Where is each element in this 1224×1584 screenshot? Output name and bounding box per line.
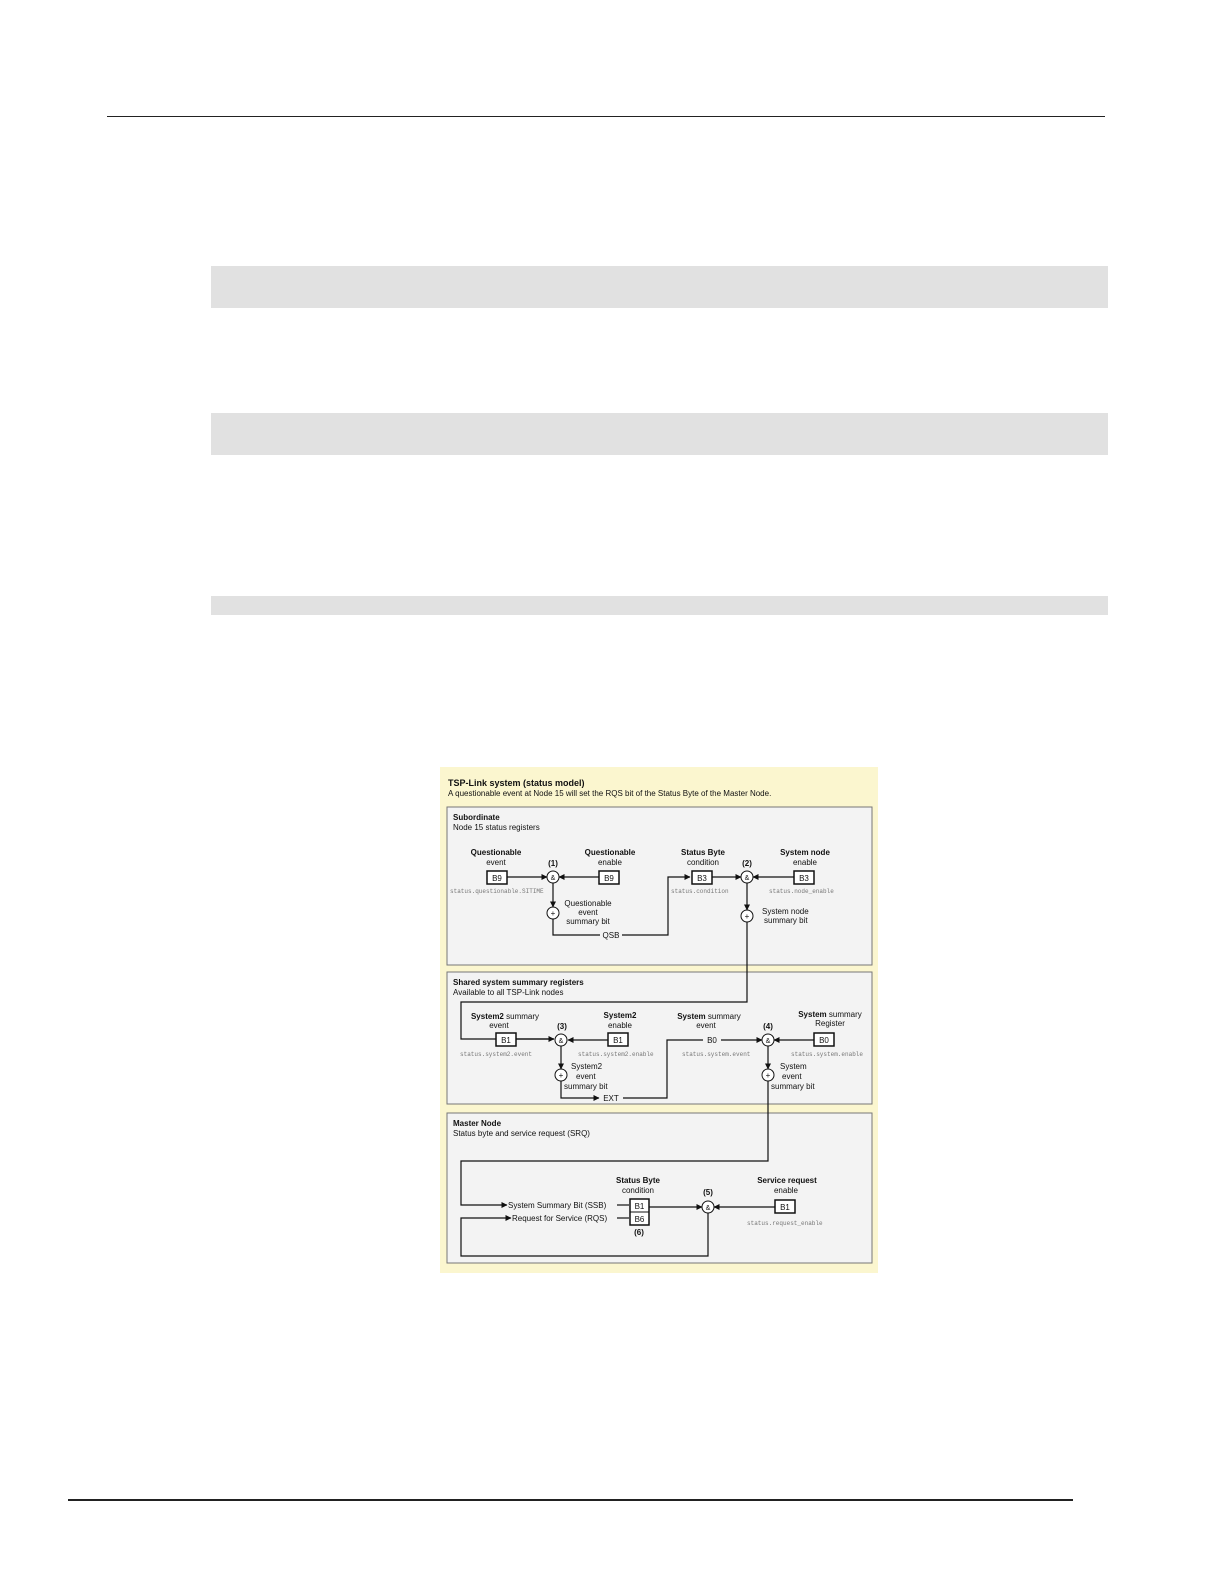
service-request-sublabel: enable xyxy=(773,1186,799,1195)
and-gate-1-symbol: & xyxy=(550,875,556,882)
system-summary-event-attr: status.system.event xyxy=(682,1051,751,1058)
master-bit-b6: B6 xyxy=(634,1215,645,1224)
system-summary-register-sublabel: Register xyxy=(815,1019,845,1028)
or-gate-4-symbol: + xyxy=(765,1071,771,1080)
rqs-label: Request for Service (RQS) xyxy=(512,1214,608,1223)
and-gate-3-symbol: & xyxy=(558,1038,564,1045)
questionable-event-sublabel: event xyxy=(486,858,506,867)
and-gate-4-symbol: & xyxy=(765,1038,771,1045)
system-summary-event-sublabel: event xyxy=(696,1021,716,1030)
system2-enable-label: System2 xyxy=(603,1011,637,1020)
code-block xyxy=(211,413,1108,455)
system2-enable-attr: status.system2.enable xyxy=(578,1051,654,1058)
master-status-byte-label: Status Byte xyxy=(615,1176,661,1185)
service-request-attr: status.request_enable xyxy=(747,1220,823,1227)
step-4-label: (4) xyxy=(763,1022,773,1031)
service-request-label: Service request xyxy=(757,1176,817,1185)
shared-title: Shared system summary registers xyxy=(453,978,584,987)
status-byte-bit: B3 xyxy=(697,874,707,883)
figure-subtitle: A questionable event at Node 15 will set the RQS bit of the Status Byte of the Master Node. xyxy=(448,789,772,798)
questionable-event-bit: B9 xyxy=(492,874,502,883)
ssb-label: System Summary Bit (SSB) xyxy=(508,1201,607,1210)
and-gate-2-symbol: & xyxy=(744,875,750,882)
questionable-summary-label-2: event xyxy=(578,908,598,917)
questionable-summary-label-1: Questionable xyxy=(564,899,612,908)
system2-enable-sublabel: enable xyxy=(607,1021,633,1030)
system-node-sublabel: enable xyxy=(792,858,818,867)
questionable-enable-bit: B9 xyxy=(604,874,614,883)
shared-subtitle: Available to all TSP-Link nodes xyxy=(453,988,564,997)
master-bit-b1: B1 xyxy=(634,1202,645,1211)
system2-summary-event-sublabel: event xyxy=(489,1021,509,1030)
system-summary-register-label xyxy=(798,1010,862,1019)
system-event-summary-label-2: event xyxy=(782,1072,802,1081)
master-status-byte-sublabel: condition xyxy=(621,1186,655,1195)
subordinate-title: Subordinate xyxy=(453,813,500,822)
status-byte-attr: status.condition xyxy=(671,888,729,895)
system2-enable-bit: B1 xyxy=(613,1036,623,1045)
system-node-summary-label-2: summary bit xyxy=(764,916,808,925)
qsb-label: QSB xyxy=(602,931,620,940)
system-event-summary-label-1: System xyxy=(780,1062,807,1071)
system-summary-register-label-rest: summary xyxy=(826,1010,862,1019)
questionable-event-attr: status.questionable.SITIME xyxy=(450,888,544,895)
or-gate-3-symbol: + xyxy=(558,1071,564,1080)
step-5-label: (5) xyxy=(703,1188,713,1197)
step-1-label: (1) xyxy=(548,859,558,868)
system-node-attr: status.node_enable xyxy=(769,888,834,895)
service-request-bit: B1 xyxy=(780,1203,790,1212)
system-summary-event-label-bold: System xyxy=(677,1012,706,1021)
step-2-label: (2) xyxy=(742,859,752,868)
system2-summary-label-1: System2 xyxy=(571,1062,603,1071)
step-3-label: (3) xyxy=(557,1022,567,1031)
and-gate-5-symbol: & xyxy=(705,1205,711,1212)
figure-title: TSP-Link system (status model) xyxy=(448,778,585,788)
tsp-link-status-model-diagram xyxy=(440,767,878,1273)
questionable-enable-sublabel: enable xyxy=(597,858,623,867)
or-gate-1-symbol: + xyxy=(550,909,556,918)
system2-summary-event-label-bold: System2 xyxy=(470,1012,504,1021)
step-6-label: (6) xyxy=(634,1228,644,1237)
system-node-label: System node xyxy=(780,848,830,857)
ext-label: EXT xyxy=(603,1094,619,1103)
code-block xyxy=(211,596,1108,615)
header-rule xyxy=(107,116,1105,117)
status-byte-label: Status Byte xyxy=(680,848,726,857)
subordinate-subtitle: Node 15 status registers xyxy=(453,823,540,832)
code-block xyxy=(211,266,1108,308)
system2-summary-event-bit: B1 xyxy=(501,1036,511,1045)
questionable-event-label: Questionable xyxy=(470,848,522,857)
system-node-summary-label-1: System node xyxy=(762,907,809,916)
system-node-bit: B3 xyxy=(799,874,809,883)
status-byte-sublabel: condition xyxy=(686,858,720,867)
footer-rule xyxy=(68,1499,1073,1501)
system2-summary-event-label-rest: summary xyxy=(503,1012,540,1021)
system2-summary-event-attr: status.system2.event xyxy=(460,1051,533,1058)
system-event-summary-label-3: summary bit xyxy=(771,1082,815,1091)
system-summary-event-label-rest: summary xyxy=(705,1012,741,1021)
questionable-summary-label-3: summary bit xyxy=(566,917,610,926)
system-summary-register-bit: B0 xyxy=(819,1036,829,1045)
system-summary-event-bit: B0 xyxy=(707,1036,717,1045)
system-summary-register-label-bold: System xyxy=(798,1010,827,1019)
system2-summary-event-label xyxy=(471,1012,539,1021)
system2-summary-label-3: summary bit xyxy=(564,1082,608,1091)
system2-summary-label-2: event xyxy=(576,1072,596,1081)
or-gate-2-symbol: + xyxy=(744,912,750,921)
questionable-enable-label: Questionable xyxy=(584,848,636,857)
system-summary-event-label xyxy=(677,1012,741,1021)
system-summary-register-attr: status.system.enable xyxy=(791,1051,864,1058)
master-title: Master Node xyxy=(453,1119,502,1128)
master-subtitle: Status byte and service request (SRQ) xyxy=(453,1129,590,1138)
